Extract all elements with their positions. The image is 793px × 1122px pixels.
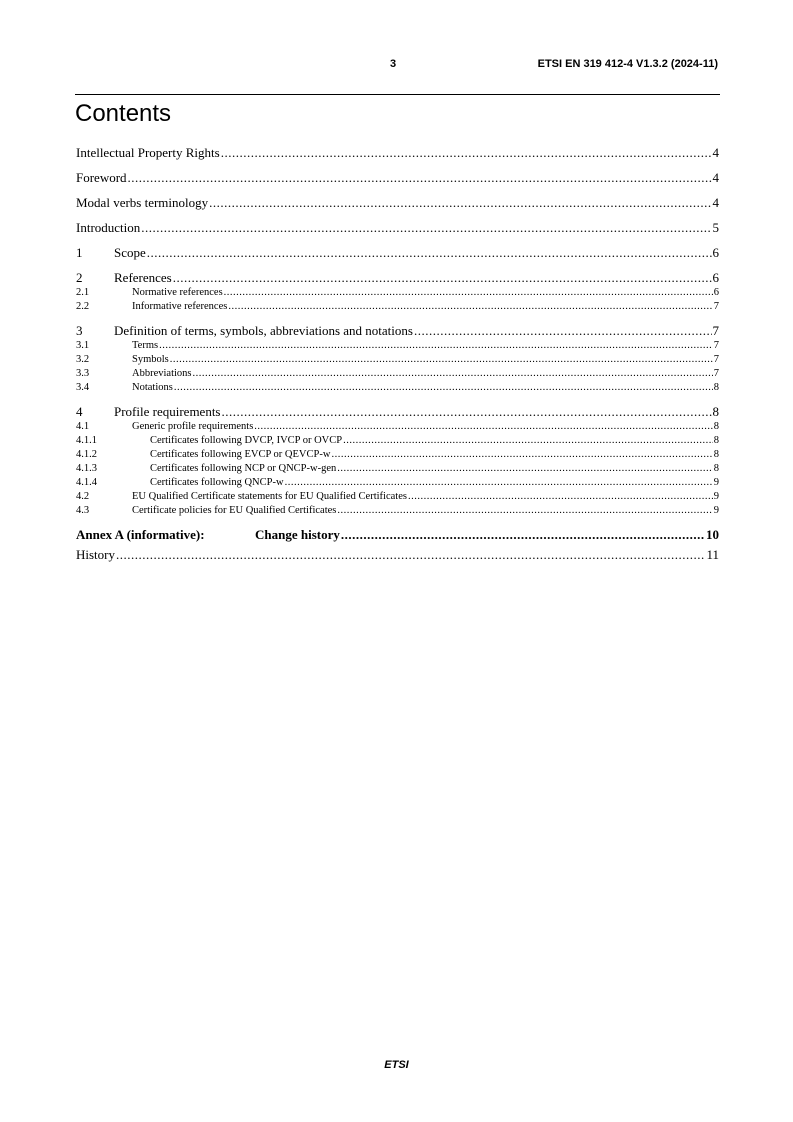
toc-entry-number: 4.1.2 [76, 449, 97, 460]
toc-entry-page: 8 [713, 449, 719, 460]
toc-entry-page: 7 [712, 323, 719, 338]
toc-entry-certificate-policies[interactable] [76, 504, 719, 518]
toc-entry-annex-a[interactable] [76, 527, 719, 543]
header-rule [75, 94, 720, 95]
dot-leader [254, 420, 712, 434]
dot-leader [170, 353, 713, 367]
toc-entry-title: References [114, 270, 172, 285]
toc-entry-title: Abbreviations [132, 368, 192, 379]
toc-entry-definitions[interactable] [76, 323, 719, 339]
toc-entry-normative-references[interactable] [76, 286, 719, 300]
toc-entry-number: 4.1.3 [76, 463, 97, 474]
toc-entry-title: Foreword [76, 170, 127, 185]
toc-entry-page: 7 [713, 354, 719, 365]
toc-entry-page: 5 [712, 220, 719, 235]
dot-leader [141, 220, 711, 236]
dot-leader [341, 527, 705, 543]
toc-entry-dvcp-ivcp-ovcp[interactable] [76, 434, 719, 448]
toc-title: Contents [75, 100, 172, 127]
toc-entry-title: History [76, 547, 115, 562]
toc-entry-foreword[interactable] [76, 170, 719, 186]
dot-leader [174, 381, 713, 395]
toc-entry-page: 8 [713, 435, 719, 446]
toc-entry-page: 9 [713, 491, 719, 502]
dot-leader [173, 270, 712, 286]
toc-entry-number: 3.3 [76, 368, 90, 379]
dot-leader [408, 490, 713, 504]
toc-entry-number: 2.1 [76, 287, 90, 298]
toc-entry-page: 7 [713, 368, 719, 379]
toc-entry-number: 1 [76, 245, 83, 260]
toc-entry-title: Scope [114, 245, 146, 260]
toc-entry-title: Introduction [76, 220, 141, 235]
toc-entry-number: 4.1.4 [76, 477, 97, 488]
toc-entry-generic-profile-requirements[interactable] [76, 420, 719, 434]
toc-entry-title: Profile requirements [114, 404, 221, 419]
toc-entry-number: 4.2 [76, 491, 90, 502]
toc-entry-modal-verbs-terminology[interactable] [76, 195, 719, 211]
toc-entry-page: 8 [712, 404, 719, 419]
toc-entry-title: Informative references [132, 301, 228, 312]
toc-entry-page: 9 [713, 477, 719, 488]
toc-entry-title: Certificates following DVCP, IVCP or OVCP [150, 435, 343, 446]
toc-entry-references[interactable] [76, 270, 719, 286]
toc-entry-page: 6 [712, 245, 719, 260]
toc-entry-title: Certificate policies for EU Qualified Certificates [132, 505, 337, 516]
toc-entry-number: 2 [76, 270, 83, 285]
toc-entry-number: 2.2 [76, 301, 90, 312]
toc-entry-eu-qc-statements[interactable] [76, 490, 719, 504]
toc-entry-profile-requirements[interactable] [76, 404, 719, 420]
dot-leader [193, 367, 713, 381]
toc-entry-title: Symbols [132, 354, 169, 365]
toc-entry-title: Normative references [132, 287, 223, 298]
toc-entry-qncp-w[interactable] [76, 476, 719, 490]
toc-entry-number: 3 [76, 323, 83, 338]
toc-entry-scope[interactable] [76, 245, 719, 261]
dot-leader [414, 323, 712, 339]
toc-entry-page: 7 [713, 340, 719, 351]
dot-leader [128, 170, 712, 186]
dot-leader [331, 448, 712, 462]
toc-entry-page: 4 [712, 170, 719, 185]
toc-entry-number: 4.3 [76, 505, 90, 516]
toc-entry-abbreviations[interactable] [76, 367, 719, 381]
toc-entry-page: 10 [706, 527, 719, 542]
toc-entry-title: Certificates following EVCP or QEVCP-w [150, 449, 331, 460]
dot-leader [221, 145, 712, 161]
toc-entry-number: 3.1 [76, 340, 90, 351]
toc-entry-number: 4 [76, 404, 83, 419]
footer-etsi: ETSI [384, 1059, 409, 1071]
dot-leader [159, 339, 713, 353]
toc-entry-notations[interactable] [76, 381, 719, 395]
dot-leader [285, 476, 713, 490]
toc-entry-page: 8 [713, 463, 719, 474]
toc-entry-title: Terms [132, 340, 159, 351]
toc-entry-intellectual-property-rights[interactable] [76, 145, 719, 161]
table-of-contents [76, 145, 719, 563]
toc-entry-informative-references[interactable] [76, 300, 719, 314]
toc-entry-evcp-qevcp[interactable] [76, 448, 719, 462]
toc-entry-title: Definition of terms, symbols, abbreviations and notations [114, 323, 413, 338]
toc-entry-page: 11 [706, 547, 719, 562]
dot-leader [337, 504, 712, 518]
toc-entry-page: 8 [713, 421, 719, 432]
toc-entry-page: 6 [712, 270, 719, 285]
dot-leader [337, 462, 712, 476]
toc-entry-number: 4.1.1 [76, 435, 97, 446]
dot-leader [147, 245, 712, 261]
toc-entry-symbols[interactable] [76, 353, 719, 367]
toc-entry-introduction[interactable] [76, 220, 719, 236]
toc-entry-page: 6 [713, 287, 719, 298]
toc-entry-history[interactable] [76, 547, 719, 563]
toc-entry-title: Change history [255, 527, 340, 542]
document-reference: ETSI EN 319 412-4 V1.3.2 (2024-11) [537, 58, 718, 70]
toc-entry-title: Certificates following QNCP-w [150, 477, 284, 488]
toc-entry-page: 9 [713, 505, 719, 516]
toc-entry-title: Modal verbs terminology [76, 195, 209, 210]
toc-entry-title: EU Qualified Certificate statements for EU Qualified Certificates [132, 491, 407, 502]
toc-entry-title: Generic profile requirements [132, 421, 254, 432]
toc-entry-number: Annex A (informative): [76, 527, 205, 542]
dot-leader [222, 404, 712, 420]
toc-entry-title: Intellectual Property Rights [76, 145, 220, 160]
toc-entry-page: 7 [713, 301, 719, 312]
dot-leader [224, 286, 713, 300]
toc-entry-number: 4.1 [76, 421, 90, 432]
toc-entry-page: 4 [712, 145, 719, 160]
toc-entry-title: Notations [132, 382, 173, 393]
dot-leader [343, 434, 713, 448]
toc-entry-number: 3.2 [76, 354, 90, 365]
toc-entry-page: 8 [713, 382, 719, 393]
toc-entry-ncp-qncp-gen[interactable] [76, 462, 719, 476]
toc-entry-terms[interactable] [76, 339, 719, 353]
toc-entry-page: 4 [712, 195, 719, 210]
toc-entry-number: 3.4 [76, 382, 90, 393]
page-number: 3 [390, 58, 397, 70]
toc-entry-title: Certificates following NCP or QNCP-w-gen [150, 463, 337, 474]
dot-leader [228, 300, 712, 314]
dot-leader [209, 195, 711, 211]
dot-leader [116, 547, 705, 563]
